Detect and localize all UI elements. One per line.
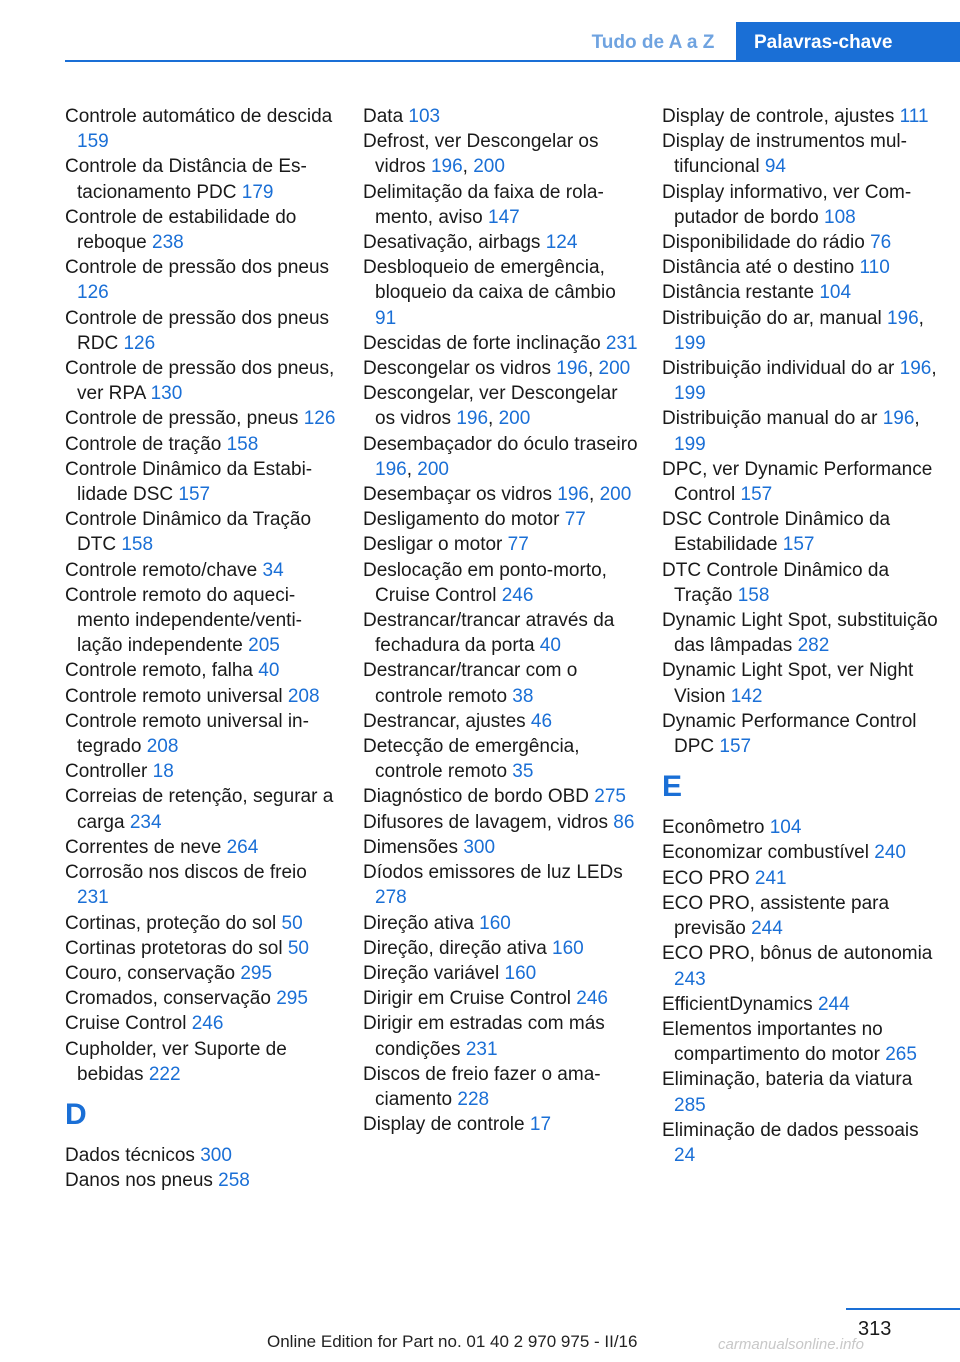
index-entry-text: Destrancar, ajustes [363,710,531,732]
page-link[interactable]: 126 [303,408,336,430]
index-entry-text: Cortinas protetoras do sol [65,937,288,959]
page-link[interactable]: 205 [248,635,280,657]
page-link[interactable]: 244 [751,918,783,940]
index-entry [662,255,942,280]
index-entry [662,1067,942,1117]
page-link[interactable]: 103 [408,106,441,127]
index-entry [363,860,638,910]
index-entry-text: Distribuição individual do ar [662,358,900,380]
index-entry [65,936,340,961]
page-link[interactable]: 124 [545,232,578,254]
index-entry-text: Danos nos pneus [65,1170,219,1192]
page-link[interactable]: 199 [674,383,706,405]
page-link[interactable]: 40 [258,660,280,682]
index-entry [65,684,340,709]
index-entry [65,860,340,910]
index-entry-text: Desligar o motor [363,534,508,556]
index-entry [65,1143,340,1168]
index-entry [65,1168,340,1193]
index-entry-text: Dynamic Light Spot, substituição das lâmpadas [662,610,938,657]
watermark: carmanualsonline.info [718,1336,864,1353]
page-link[interactable]: 34 [262,559,284,581]
page-link[interactable]: 159 [77,131,109,153]
index-entry-text: Controle Dinâmico da Estabilidade DSC [65,458,313,506]
index-entry [363,961,638,986]
page-link[interactable]: 265 [885,1044,917,1066]
page-link[interactable]: 38 [512,685,534,707]
index-entry [65,911,340,936]
page-link[interactable]: 208 [146,736,179,758]
page-link[interactable]: 199 [674,433,706,455]
index-entry [363,784,638,809]
index-entry [65,154,340,204]
page-link[interactable]: 158 [121,534,154,556]
index-entry-text: Defrost, ver Descongelar os vidros [363,131,599,178]
index-entry-text: Descongelar os vidros [363,358,557,380]
index-entry [662,507,942,557]
index-entry-text: Display de controle [363,1114,530,1136]
page-link[interactable]: 142 [730,685,763,707]
page-link[interactable]: 91 [375,307,397,329]
page-link[interactable]: 104 [769,817,802,839]
index-entry [363,507,638,532]
edition-footer: Online Edition for Part no. 01 40 2 970 975 - II/16 [267,1332,638,1351]
index-entry-text: Dados técnicos [65,1144,201,1166]
index-entry-text: Direção ativa [363,912,480,934]
index-entry-text: Controle de pressão dos pneus RDC [65,307,330,354]
page-link[interactable]: 130 [150,383,183,405]
index-column-2 [363,104,638,1137]
index-entry [65,759,340,784]
index-entry-text: Elementos importantes no compartimento do motor [662,1018,886,1066]
index-entry-text: Display informativo, ver Computador de bordo [662,181,912,228]
index-entry [662,815,942,840]
index-entry [363,230,638,255]
page-link[interactable]: 160 [479,912,511,934]
index-entry [363,911,638,936]
index-entry-text: Dirigir em Cruise Control [363,988,577,1010]
index-entry [662,866,942,891]
index-entry-text: Controle de estabilidade do reboque [65,206,297,254]
index-entry-text: Detecção de emergência, controle remoto [363,736,580,783]
page-link[interactable]: 295 [240,962,273,984]
page-link[interactable]: 104 [819,282,852,304]
index-entry [363,1112,638,1137]
index-entry-text: EfficientDynamics [662,993,818,1015]
index-entry [65,356,340,406]
index-entry [662,280,942,305]
index-entry-text: Controle remoto/chave [65,559,263,581]
page-link[interactable]: 94 [764,156,786,178]
section-letter: E [662,770,683,804]
index-entry [363,709,638,734]
page-link[interactable]: 238 [152,232,184,254]
page-link[interactable]: 110 [859,257,890,279]
index-entry [363,608,638,658]
page-link[interactable]: 228 [457,1088,490,1110]
page-link[interactable]: 196 [375,458,407,480]
index-entry [65,306,340,356]
index-entry-text: Controle remoto, falha [65,660,259,682]
index-entry-text: Eliminação, bateria da viatura [662,1069,913,1091]
index-entry [363,331,638,356]
index-entry [65,1037,340,1087]
index-entry-text: Cromados, conservação [65,988,277,1010]
page-link[interactable]: 244 [817,993,850,1015]
page-number: 313 [858,1318,892,1340]
index-entry-text: Dynamic Performance Control DPC [662,710,917,758]
page-link[interactable]: 77 [507,534,529,556]
footer-rule [846,1308,960,1310]
index-entry [65,784,340,834]
page-link[interactable]: 76 [870,232,892,254]
index-entry-text: Distribuição manual do ar [662,408,883,430]
index-entry-text: Diagnóstico de bordo OBD [363,786,595,808]
index-entry-text: Dimensões [363,836,464,858]
index-entry-text: Disponibilidade do rádio [662,232,871,254]
index-entry-text: Difusores de lavagem, vidros [363,811,614,833]
page-link[interactable]: 111 [899,106,929,127]
index-entry [363,734,638,784]
page-link[interactable]: 147 [488,206,520,228]
page-link[interactable]: 246 [501,584,534,606]
index-entry-text: Controle de pressão dos pneus, ver RPA [65,358,335,405]
index-entry-text: Desligamento do motor [363,509,565,531]
index-entry-text: Controle Dinâmico da Tração DTC [65,509,312,556]
index-entry-text: Controle da Distância de Estacionamento PDC [65,156,307,203]
page-link[interactable]: 196 [899,358,932,380]
page-link[interactable]: 196 [886,307,919,329]
index-entry [662,558,942,608]
page-link[interactable]: 234 [129,811,162,833]
index-entry-text: Cortinas, proteção do sol [65,912,282,934]
page-link[interactable]: 158 [737,584,770,606]
index-entry-text: Cruise Control [65,1013,192,1035]
index-entry-text: Display de instrumentos multifuncional [662,131,907,178]
index-entry [363,104,638,129]
index-entry [65,406,340,431]
page-link[interactable]: 50 [287,937,309,959]
index-entry-text: Discos de freio fazer o amaciamento [363,1063,601,1110]
index-entry [65,658,340,683]
index-entry-text: Direção, direção ativa [363,937,553,959]
index-entry [65,104,340,154]
index-entry [65,1011,340,1036]
page-link[interactable]: 157 [740,484,773,506]
index-entry-text: ECO PRO [662,867,755,889]
page-link[interactable]: 275 [594,786,626,808]
section-letter: D [65,1097,87,1131]
page-link[interactable]: 126 [77,282,109,304]
index-entry-text: Controle remoto do aquecimento independente/ventilação independente [65,584,302,657]
index-entry [65,583,340,659]
index-entry [363,532,638,557]
index-entry [65,709,340,759]
index-entry [363,936,638,961]
index-entry-text: Descidas de forte inclinação [363,332,606,354]
index-entry [662,180,942,230]
page-link[interactable]: 240 [874,842,906,864]
page-link[interactable]: 300 [463,836,496,858]
page-link[interactable]: 157 [719,736,752,758]
page-link[interactable]: 77 [564,509,586,531]
page-link[interactable]: 126 [123,332,156,354]
page-link[interactable]: 196 [456,408,489,430]
index-entry-text: Controller [65,761,153,783]
page-link[interactable]: 199 [674,332,706,354]
index-entry: Distribuição manual do ar 196, 199 [662,408,920,455]
page-link[interactable]: 160 [504,962,537,984]
index-entry [662,658,942,708]
index-entry-text: Distância restante [662,282,820,304]
index-entry [65,255,340,305]
page-link[interactable]: 200 [498,408,531,430]
index-entry-text: Direção variável [363,962,505,984]
page-link[interactable]: 300 [200,1144,232,1166]
page-link[interactable]: 50 [281,912,303,934]
page-link[interactable]: 24 [674,1144,696,1166]
index-entry [363,810,638,835]
index-entry: Defrost, ver Descongelar os vidros 196, 200 [363,131,599,178]
index-entry-text: Dirigir em estradas com más condições [363,1013,605,1060]
index-entry [662,1017,942,1067]
index-entry-text: Destrancar/trancar com o controle remoto [363,660,578,707]
index-entry [363,558,638,608]
index-entry: Descongelar, ver Descongelar os vidros 196, 200 [363,383,618,430]
index-entry-text: Distribuição do ar, manual [662,307,887,329]
index-entry-text: Desativação, airbags [363,232,546,254]
index-entry [65,835,340,860]
page-link[interactable]: 157 [782,534,815,556]
index-entry-text: Controle de pressão dos pneus [65,257,330,279]
index-entry-text: Cupholder, ver Suporte de bebidas [65,1038,287,1085]
index-entry [363,1062,638,1112]
index-entry-text: Delimitação da faixa de rolamento, aviso [363,181,604,228]
index-entry-text: Dynamic Light Spot, ver Night Vision [662,660,914,707]
page-link[interactable]: 278 [375,887,407,909]
page-link[interactable]: 160 [552,937,584,959]
index-entry [662,608,942,658]
tab-tudo-de-a-a-z[interactable]: Tudo de A a Z [591,32,715,53]
page-link[interactable]: 108 [824,206,856,228]
page-link[interactable]: 200 [599,484,632,506]
index-entry-text: Economizar combustível [662,842,875,864]
index-entry [363,835,638,860]
index-entry-text: Controle remoto universal [65,685,288,707]
index-entry-text: Display de controle, ajustes [662,106,900,127]
index-entry [662,941,942,991]
index-entry-text: Couro, conservação [65,962,241,984]
page-link[interactable]: 17 [529,1114,552,1136]
index-entry [662,1118,942,1168]
index-entry-text: Desbloqueio de emergência, bloqueio da caixa de câmbio [363,257,616,304]
index-entry [662,992,942,1017]
index-entry [65,432,340,457]
index-entry: Desembaçador do óculo traseiro 196, 200 [363,433,638,480]
index-entry: Desembaçar os vidros 196, 200 [363,484,632,506]
index-entry-text: Econômetro [662,817,770,839]
index-entry [65,558,340,583]
index-entry [65,205,340,255]
page-link[interactable]: 285 [674,1094,706,1116]
index-entry [65,986,340,1011]
page-link[interactable]: 158 [226,433,259,455]
index-entry-text: Controle de pressão, pneus [65,408,304,430]
index-entry-text: Destrancar/trancar através da fechadura da porta [363,610,615,657]
index-entry-text: Controle de tração [65,433,227,455]
page-link[interactable]: 196 [882,408,915,430]
index-entry [662,230,942,255]
index-entry: Descongelar os vidros 196, 200 [363,358,631,380]
index-entry-text: Correntes de neve [65,836,227,858]
page-link[interactable]: 258 [218,1170,250,1192]
page-link[interactable]: 196 [557,484,589,506]
index-entry-text: Corrosão nos discos de freio [65,862,307,884]
index-entry-text: Distância até o destino [662,257,860,279]
index-entry: Distribuição do ar, manual 196, 199 [662,307,924,354]
index-entry [662,129,942,179]
page-link[interactable]: 40 [539,635,561,657]
page-link[interactable]: 222 [148,1063,181,1085]
index-entry [65,961,340,986]
page-link[interactable]: 196 [430,156,463,178]
tab-palavras-chave[interactable]: Palavras-chave [736,22,960,62]
index-entry-text: ECO PRO, assistente para previsão [662,892,890,940]
index-entry [363,180,638,230]
page-link[interactable]: 246 [576,988,608,1010]
page-link[interactable]: 200 [417,458,449,480]
page-link[interactable]: 196 [556,358,588,380]
index-entry [363,1011,638,1061]
index-entry [662,457,942,507]
index-entry [65,457,340,507]
index-entry-text: DSC Controle Dinâmico da Estabilidade [662,509,891,556]
page-link[interactable]: 86 [613,811,635,833]
index-entry-text: ECO PRO, bônus de autonomia [662,943,933,965]
index-entry-text: Desembaçar os vidros [363,484,558,506]
index-entry-text: Eliminação de dados pessoais [662,1119,919,1141]
index-entry [662,891,942,941]
page-link[interactable]: 157 [178,484,211,506]
page-link[interactable]: 231 [77,887,109,909]
page-link[interactable]: 295 [276,988,308,1010]
page-link[interactable]: 231 [605,332,638,354]
index-entry-text: DTC Controle Dinâmico da Tração [662,559,890,606]
index-entry [65,507,340,557]
index-entry-text: Deslocação em ponto-morto, Cruise Control [363,559,607,606]
index-entry-text: DPC, ver Dynamic Performance Control [662,458,933,506]
index-column-3 [662,104,942,1168]
page-link[interactable]: 282 [797,635,830,657]
page-link[interactable]: 231 [465,1038,498,1060]
page-link[interactable]: 208 [287,685,320,707]
index-entry [662,104,942,129]
index-entry-text: Correias de retenção, segurar a carga [65,786,334,833]
index-entry-text: Controle automático de descida [65,106,333,127]
index-entry [363,255,638,331]
page-link[interactable]: 264 [226,836,259,858]
index-entry [363,986,638,1011]
page-link[interactable]: 241 [754,867,787,889]
index-entry-text: Desembaçador do óculo traseiro [363,433,638,455]
page-link[interactable]: 243 [674,968,706,990]
index-column-1 [65,104,340,1193]
index-entry [662,709,942,759]
index-entry [662,840,942,865]
page-link[interactable]: 200 [598,358,631,380]
page-link[interactable]: 200 [473,156,505,178]
index-entry: Distribuição individual do ar 196, 199 [662,358,937,405]
page-link[interactable]: 46 [530,710,553,732]
page-link[interactable]: 18 [152,761,174,783]
index-entry-text: Data [363,106,409,127]
page-link[interactable]: 179 [241,181,274,203]
index-entry-text: Controle remoto universal integrado [65,710,309,758]
index-entry-text: Díodos emissores de luz LEDs [363,862,623,884]
page-link[interactable]: 35 [512,761,534,783]
index-entry-text: Descongelar, ver Descongelar os vidros [363,383,618,430]
page-link[interactable]: 246 [191,1013,224,1035]
index-entry [363,658,638,708]
